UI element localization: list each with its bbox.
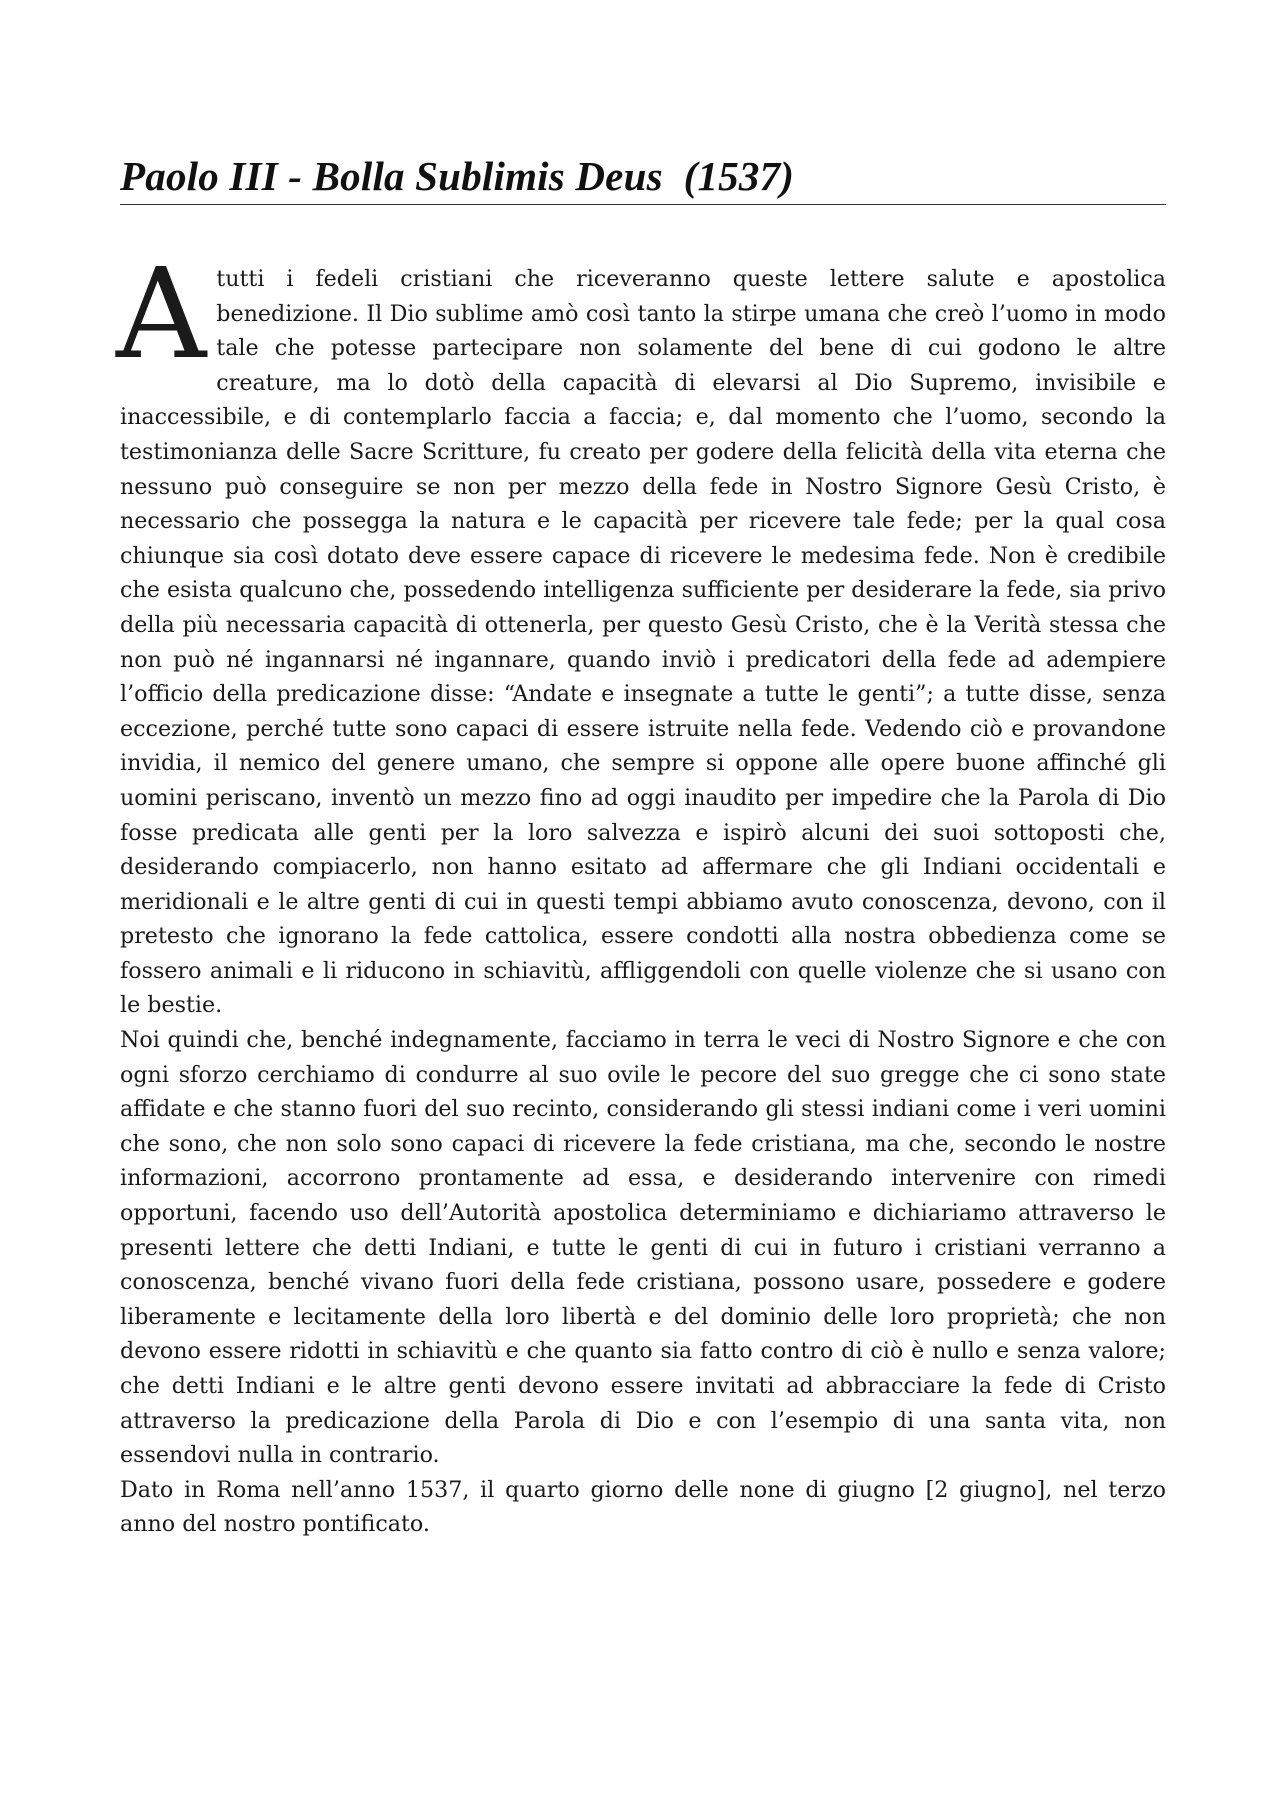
paragraph-1-text: tutti i fedeli cristiani che riceveranno queste lettere salute e apostolica benedizione. Il Dio sublime amò così tanto la stirpe umana che creò l’uomo in modo tale che potesse partecipare non solamente del bene di cui godono le altre creature, ma lo dotò della capacità di elevarsi al Dio Supremo, invisibile e inaccessibile, e di contemplarlo faccia a faccia; e, dal momento che l’uomo, secondo la testimonianza delle Sacre Scritture, fu creato per godere della felicità della vita eterna che nessuno può conseguire se non per mezzo della fede in Nostro Signore Gesù Cristo, è necessario che possegga la natura e le capacità per ricevere tale fede; per la qual cosa chiunque sia così dotato deve essere capace di ricevere le medesima fede. Non è credibile che esista qualcuno che, possedendo intelligenza sufficiente per desiderare la fede, sia privo della più necessaria capacità di ottenerla, per questo Gesù Cristo, che è la Verità stessa che non può né ingannarsi né ingannare, quando inviò i predicatori della fede ad adempiere l’officio della predicazione disse: “Andate e insegnate a tutte le genti”; a tutte disse, senza eccezione, perché tutte sono capaci di essere istruite nella fede. Vedendo ciò e provandone invidia, il nemico del genere umano, che sempre si oppone alle opere buone affinché gli uomini periscano, inventò un mezzo fino ad oggi inaudito per impedire che la Parola di Dio fosse predicata alle genti per la loro salvezza e ispirò alcuni dei suoi sottoposti che, desiderando compiacerlo, non hanno esitato ad affermare che gli Indiani occidentali e meridionali e le altre genti di cui in questi tempi abbiamo avuto conoscenza, devono, con il pretesto che ignorano la fede cattolica, essere condotti alla nostra obbedienza come se fossero animali e li riducono in schiavitù, affliggendoli con quelle violenze che si usano con le bestie.: [120, 266, 1166, 1019]
document-title: Paolo III - Bolla Sublimis Deus (1537): [120, 153, 795, 199]
paragraph-3-date-line: Dato in Roma nell’anno 1537, il quarto giorno delle none di giugno [2 giugno], nel terzo anno del nostro pontificato.: [120, 1476, 1166, 1538]
document-page: [116, 0, 1166, 1542]
title-underline: [120, 204, 1166, 205]
paragraph-2: Noi quindi che, benché indegnamente, facciamo in terra le veci di Nostro Signore e che con ogni sforzo cerchiamo di condurre al suo ovile le pecore del suo gregge che ci sono state affidate e che stanno fuori del suo recinto, considerando gli stessi indiani come i veri uomini che sono, che non solo sono capaci di ricevere la fede cristiana, ma che, secondo le nostre informazioni, accorrono prontamente ad essa, e desiderando intervenire con rimedi opportuni, facendo uso dell’Autorità apostolica determiniamo e dichiariamo attraverso le presenti lettere che detti Indiani, e tutte le genti di cui in futuro i cristiani verranno a conoscenza, benché vivano fuori della fede cristiana, possono usare, possedere e godere liberamente e lecitamente della loro libertà e del dominio delle loro proprietà; che non devono essere ridotti in schiavitù e che quanto sia fatto contro di ciò è nullo e senza valore; che detti Indiani e le altre genti devono essere invitati ad abbracciare la fede di Cristo attraverso la predicazione della Parola di Dio e con l’esempio di una santa vita, non essendovi nulla in contrario.: [120, 1027, 1166, 1469]
drop-cap-letter: A: [116, 242, 207, 387]
paragraph-1: [116, 242, 1166, 1023]
document-body: [116, 242, 1166, 1542]
